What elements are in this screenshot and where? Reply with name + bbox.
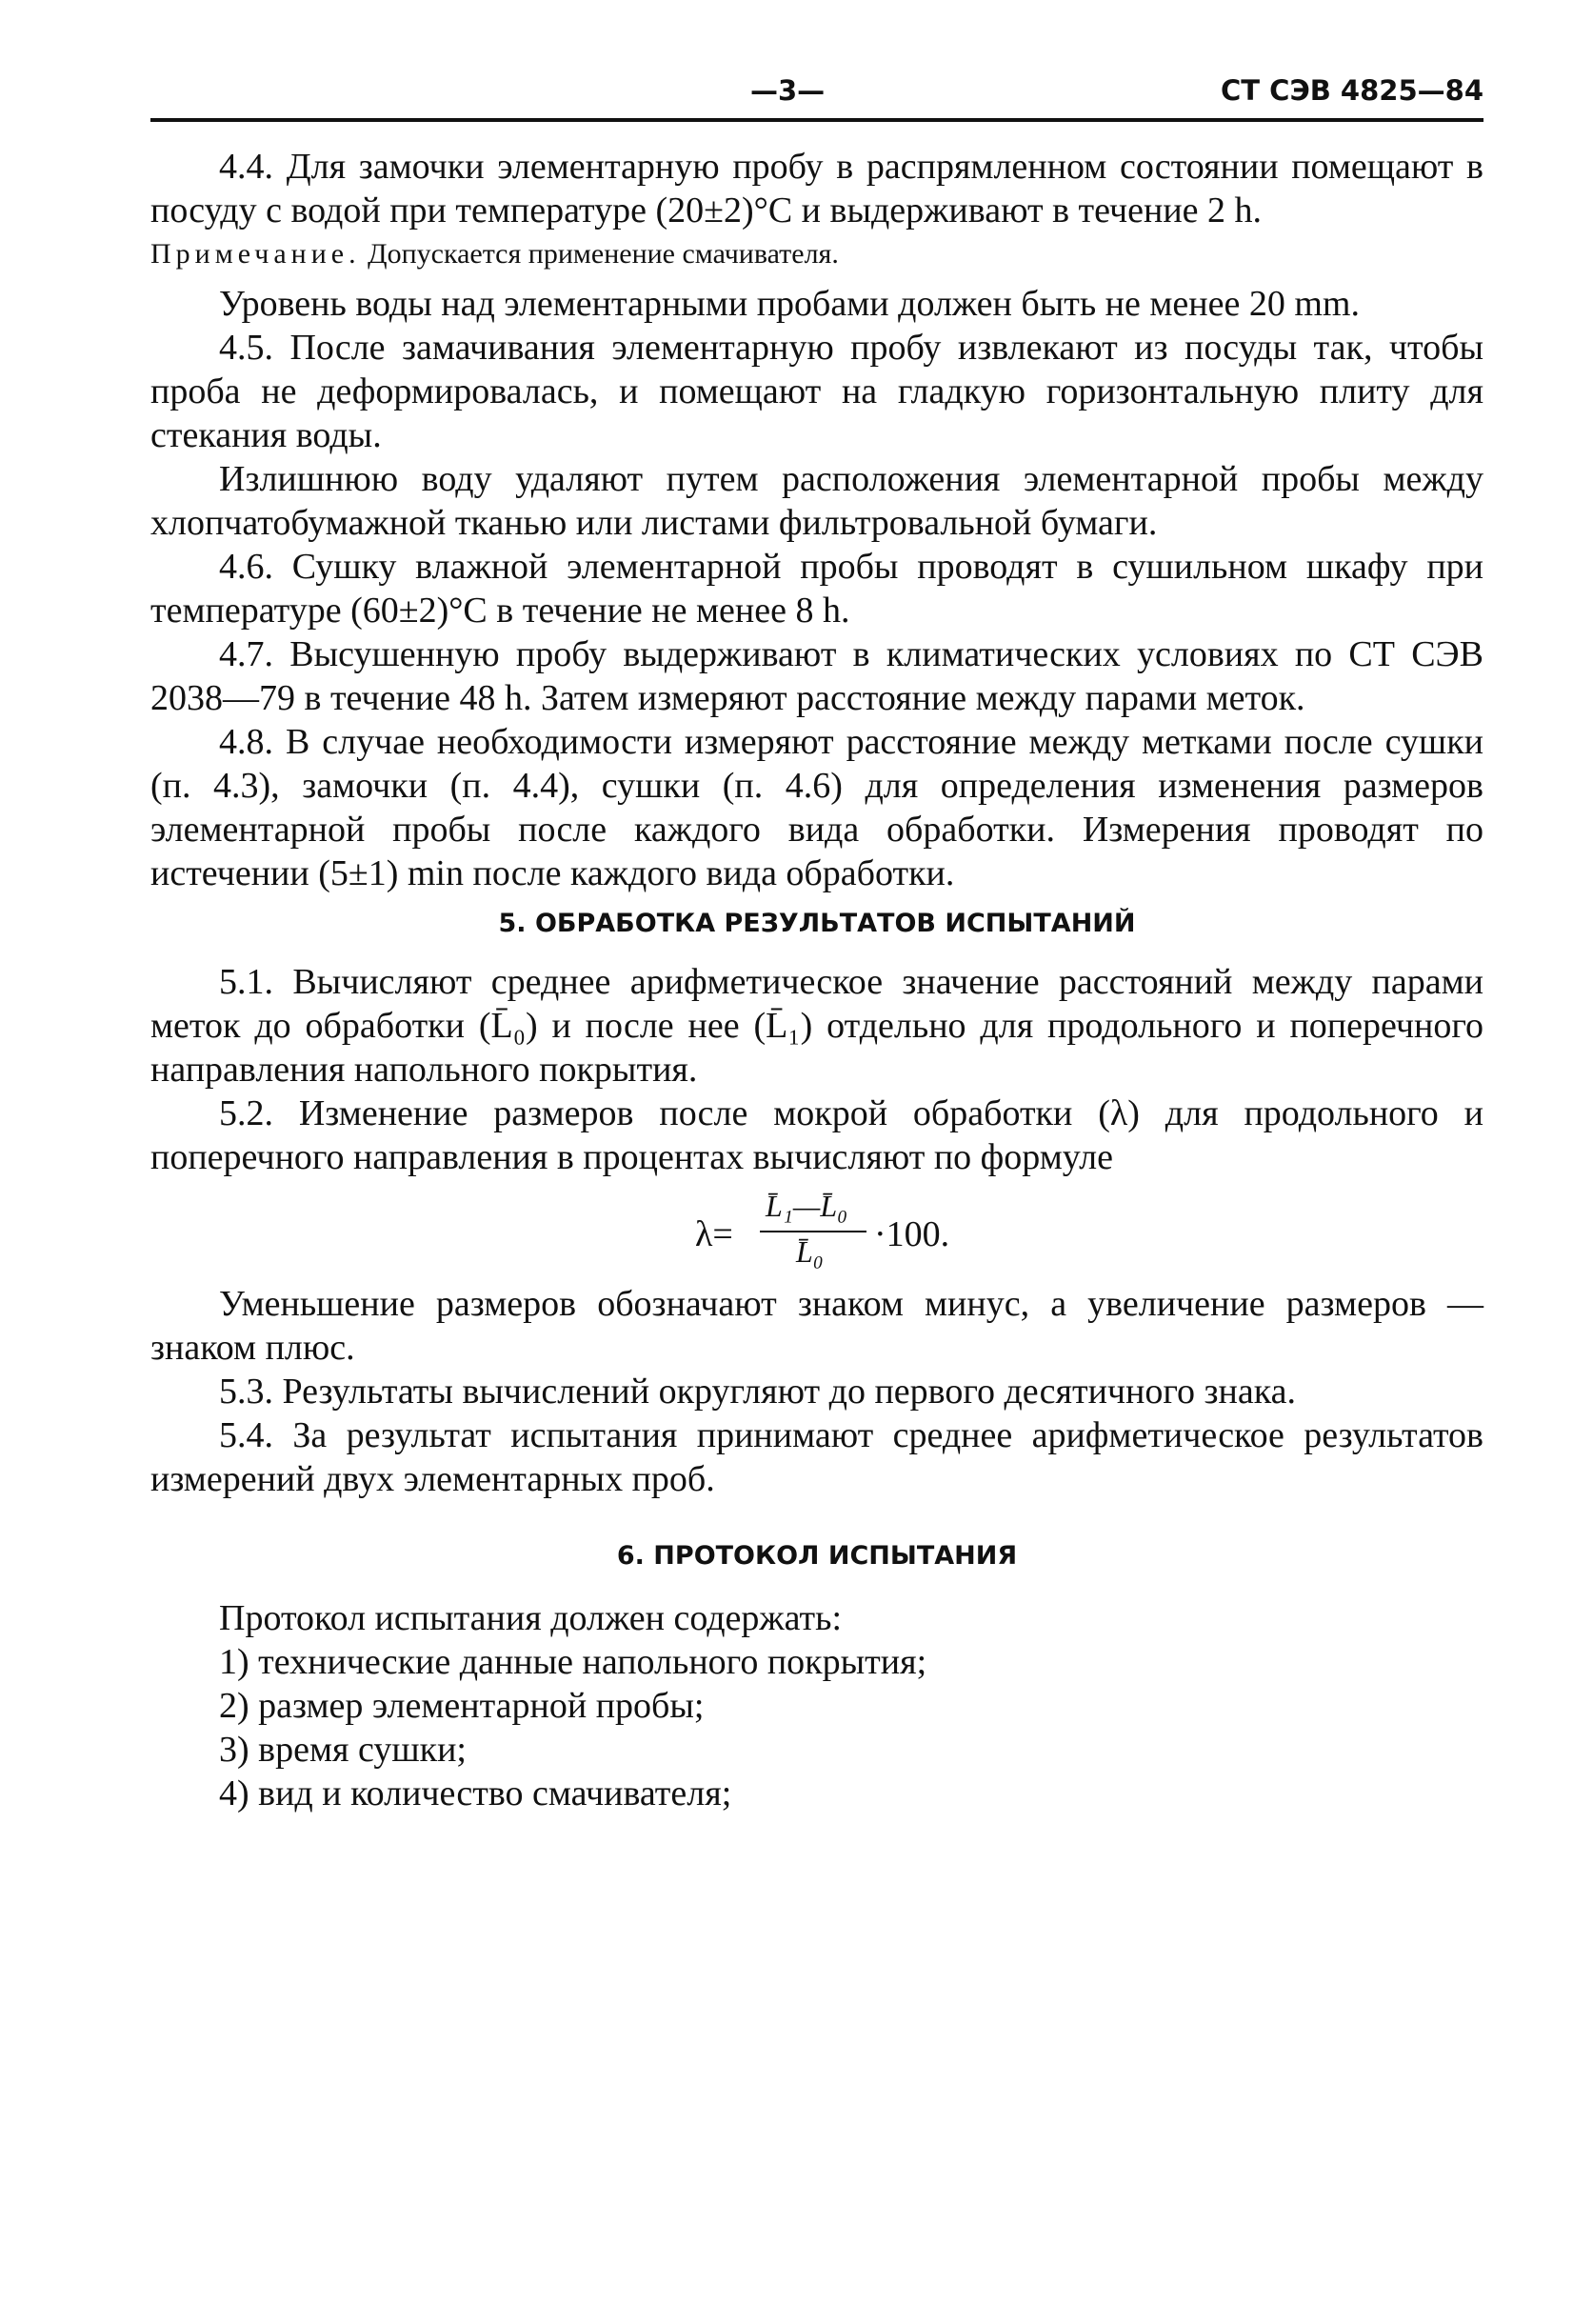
paragraph-4-7: 4.7. Высушенную пробу выдерживают в климатических условиях по СТ СЭВ 2038—79 в течение 48 h. Затем измеряют расстояние между парами меток.: [150, 634, 1483, 718]
paragraph-4-5: 4.5. После замачивания элементарную пробу извлекают из посуды так, чтобы проба не деформировалась, и помещают на гладкую горизонтальную плиту для стекания воды.: [150, 328, 1483, 455]
paragraph-5-4: 5.4. За результат испытания принимают среднее арифметическое результатов измерений двух элементарных проб.: [150, 1415, 1483, 1499]
section-6-heading: 6. ПРОТОКОЛ ИСПЫТАНИЯ: [616, 1541, 1018, 1571]
document-page: [150, 67, 1483, 1813]
paragraph-4-6: 4.6. Сушку влажной элементарной пробы проводят в сушильном шкафу при температуре (60±2)°С в течение не менее 8 h.: [150, 547, 1483, 631]
note: [150, 236, 1483, 272]
fraction-bar: [760, 1231, 866, 1232]
list-item: 3) время сушки;: [219, 1730, 467, 1770]
header-rule: [150, 118, 1483, 122]
paragraph-4-4-water-level: Уровень воды над элементарными пробами должен быть не менее 20 mm.: [219, 284, 1360, 324]
paragraph-5-2-sign: Уменьшение размеров обозначают знаком минус, а увеличение размеров — знаком плюс.: [150, 1284, 1483, 1368]
standard-code: СТ СЭВ 4825—84: [1221, 74, 1483, 107]
note-text: Допускается применение смачивателя.: [360, 238, 839, 270]
paragraph-4-4: 4.4. Для замочки элементарную пробу в распрямленном состоянии помещают в посуду с водой при температуре (20±2)°С и выдерживают в течение 2 h.: [150, 147, 1483, 230]
page-number: —3—: [750, 74, 826, 107]
paragraph-5-3: 5.3. Результаты вычислений округляют до первого десятичного знака.: [219, 1372, 1296, 1412]
paragraph-5-2: 5.2. Изменение размеров после мокрой обработки (λ) для продольного и поперечного направления в процентах вычисляют по формуле: [150, 1093, 1483, 1177]
formula: [150, 1185, 1483, 1276]
paragraph-4-5-excess-water: Излишнюю воду удаляют путем расположения элементарной пробы между хлопчатобумажной тканью или листами фильтровальной бумаги.: [150, 459, 1483, 543]
formula-numerator: L̄₁—L̄₀: [766, 1189, 848, 1223]
formula-multiplier: ·100.: [874, 1214, 950, 1254]
protocol-list: [150, 1596, 1483, 1815]
note-label: Примечание.: [150, 238, 361, 270]
formula-lhs: λ=: [695, 1214, 733, 1254]
document-body: [150, 145, 1483, 1815]
page-header: [150, 67, 1483, 116]
paragraph-4-8: 4.8. В случае необходимости измеряют расстояние между метками после сушки (п. 4.3), замочки (п. 4.4), сушки (п. 4.6) для определения изменения размеров элементарной пробы после каждого вида обработки. Измерения проводят по истечении (5±1) min после каждого вида обработки.: [150, 722, 1483, 893]
list-item: 2) размер элементарной пробы;: [219, 1686, 705, 1726]
list-item: 4) вид и количество смачивателя;: [219, 1773, 732, 1813]
protocol-intro: Протокол испытания должен содержать:: [219, 1598, 843, 1638]
section-5-heading: 5. ОБРАБОТКА РЕЗУЛЬТАТОВ ИСПЫТАНИЙ: [498, 909, 1136, 938]
formula-denominator: L̄₀: [796, 1234, 824, 1269]
paragraph-5-1: 5.1. Вычисляют среднее арифметическое значение расстояний между парами меток до обработки (L̄₀) и после нее (L̄₁) отдельно для продольного и поперечного направления напольного покрытия.: [150, 962, 1483, 1090]
list-item: 1) технические данные напольного покрытия;: [219, 1642, 927, 1682]
